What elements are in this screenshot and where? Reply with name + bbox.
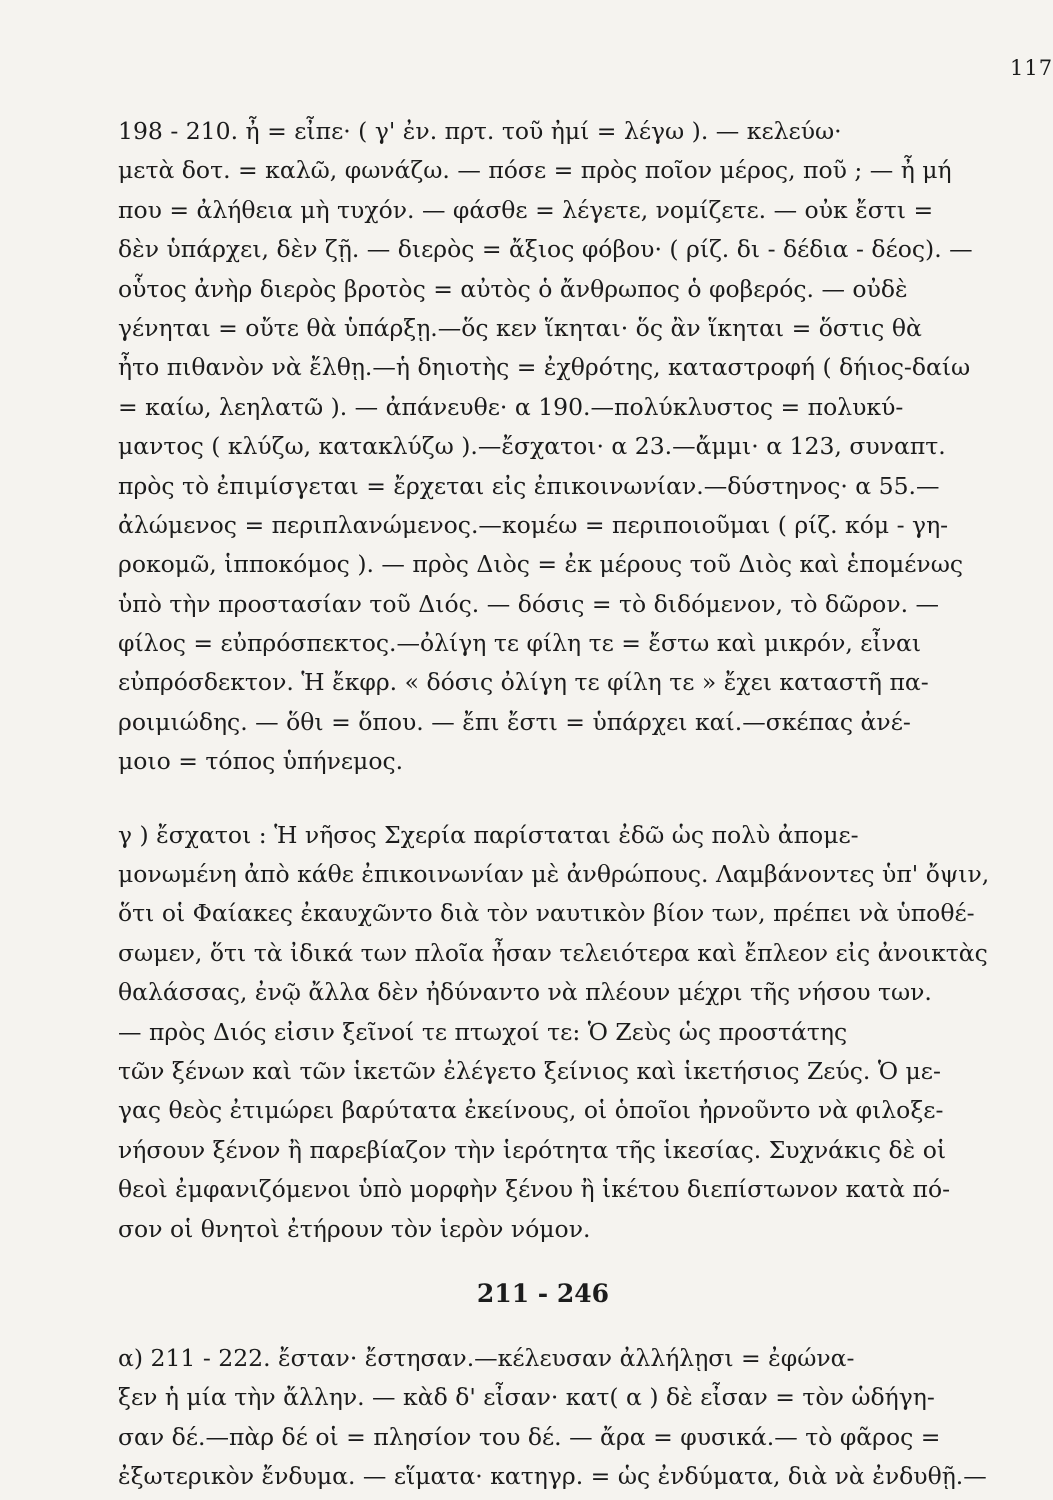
text-line: ἐξωτερικὸν ἔνδυμα. — εἵματα· κατηγρ. = ὡς ἐνδύματα, διὰ νὰ ἐνδυθῇ.— — [118, 1462, 987, 1491]
text-line: = καίω, λεηλατῶ ). — ἀπάνευθε· α 190.—πολύκλυστος = πολυκύ- — [118, 392, 904, 421]
text-line: θεοὶ ἐμφανιζόμενοι ὑπὸ μορφὴν ξένου ἢ ἱκέτου διεπίστωνον κατὰ πό- — [118, 1175, 951, 1204]
text-line: οὗτος ἀνὴρ διερὸς βροτὸς = αὐτὸς ὁ ἄνθρωπος ὁ φοβερός. — οὐδὲ — [118, 274, 908, 303]
text-line: ὅτι οἱ Φαίακες ἐκαυχῶντο διὰ τὸν ναυτικὸν βίον των, πρέπει νὰ ὑποθέ- — [118, 899, 975, 928]
text-line: πρὸς τὸ ἐπιμίσγεται = ἔρχεται εἰς ἐπικοινωνίαν.—δύστηνος· α 55.— — [118, 471, 940, 500]
text-line: 198 - 210. ἦ = εἶπε· ( γ' ἐν. πρτ. τοῦ ἠμί = λέγω ). — κελεύω· — [118, 117, 842, 145]
page-number: 117 — [1010, 56, 1053, 80]
page-body — [118, 112, 990, 1497]
text-line: που = ἀλήθεια μὴ τυχόν. — φάσθε = λέγετε, νομίζετε. — οὐκ ἔστι = — [118, 195, 934, 224]
text-line: εὐπρόσδεκτον. Ἡ ἔκφρ. « δόσις ὀλίγη τε φίλη τε » ἔχει καταστῆ πα- — [118, 668, 929, 697]
text-line: ξεν ἡ μία τὴν ἄλλην. — κὰδ δ' εἶσαν· κατ( α ) δὲ εἶσαν = τὸν ὡδήγη- — [118, 1383, 935, 1412]
text-line: α) 211 - 222. ἔσταν· ἔστησαν.—κέλευσαν ἀλλήλῃσι = ἐφώνα- — [118, 1343, 855, 1372]
text-line: σαν δέ.—πὰρ δέ οἱ = πλησίον του δέ. — ἄρα = φυσικά.— τὸ φᾶρος = — [118, 1422, 941, 1451]
text-line: γ ) ἔσχατοι : Ἡ νῆσος Σχερία παρίσταται ἐδῶ ὡς πολὺ ἀπομε- — [118, 820, 859, 849]
text-line: γένηται = οὔτε θὰ ὑπάρξῃ.—ὅς κεν ἵκηται· ὅς ἂν ἵκηται = ὅστις θὰ — [118, 313, 922, 342]
text-line: φίλος = εὐπρόσπεκτος.—ὀλίγη τε φίλη τε = ἔστω καὶ μικρόν, εἶναι — [118, 629, 922, 658]
text-line: θαλάσσας, ἐνῷ ἄλλα δὲν ἠδύναντο νὰ πλέουν μέχρι τῆς νήσου των. — [118, 978, 932, 1007]
text-line: γας θεὸς ἐτιμώρει βαρύτατα ἐκείνους, οἱ ὁποῖοι ἠρνοῦντο νὰ φιλοξε- — [118, 1096, 944, 1125]
text-line: σον οἱ θνητοὶ ἐτήρουν τὸν ἱερὸν νόμον. — [118, 1214, 591, 1243]
text-line: μονωμένη ἀπὸ κάθε ἐπικοινωνίαν μὲ ἀνθρώπους. Λαμβάνοντες ὑπ' ὄψιν, — [118, 860, 990, 889]
text-line: ὑπὸ τὴν προστασίαν τοῦ Διός. — δόσις = τὸ διδόμενον, τὸ δῶρον. — — [118, 589, 940, 618]
text-line: ροκομῶ, ἱπποκόμος ). — πρὸς Διὸς = ἐκ μέρους τοῦ Διὸς καὶ ἑπομένως — [118, 550, 964, 579]
text-line: ἦτο πιθανὸν νὰ ἔλθῃ.—ἡ δηιοτὴς = ἐχθρότης, καταστροφή ( δήιος-δαίω — [118, 353, 971, 382]
text-line: ἀλώμενος = περιπλανώμενος.—κομέω = περιποιοῦμαι ( ρίζ. κόμ - γη- — [118, 510, 949, 539]
text-line: μαντος ( κλύζω, κατακλύζω ).—ἔσχατοι· α 23.—ἄμμι· α 123, συναπτ. — [118, 432, 946, 461]
text-line: τῶν ξένων καὶ τῶν ἱκετῶν ἐλέγετο ξείνιος καὶ ἱκετήσιος Ζεύς. Ὁ με- — [118, 1056, 941, 1085]
text-line: σωμεν, ὅτι τὰ ἰδικά των πλοῖα ἦσαν τελειότερα καὶ ἔπλεον εἰς ἀνοικτὰς — [118, 938, 988, 967]
text-line: μετὰ δοτ. = καλῶ, φωνάζω. — πόσε = πρὸς ποῖον μέρος, ποῦ ; — ἦ μή — [118, 156, 952, 185]
text-line: ροιμιώδης. — ὅθι = ὅπου. — ἔπι ἔστι = ὑπάρχει καί.—σκέπας ἀνέ- — [118, 707, 911, 736]
text-line: μοιο = τόπος ὑπήνεμος. — [118, 747, 404, 776]
text-line: — πρὸς Διός εἰσιν ξεῖνοί τε πτωχοί τε: Ὁ Ζεὺς ὡς προστάτης — [118, 1017, 848, 1046]
section-heading: 211 - 246 — [476, 1278, 610, 1308]
text-line: νήσουν ξένον ἢ παρεβίαζον τὴν ἱερότητα τῆς ἱκεσίας. Συχνάκις δὲ οἱ — [118, 1135, 947, 1164]
text-line: δὲν ὑπάρχει, δὲν ζῇ. — διερὸς = ἄξιος φόβου· ( ρίζ. δι - δέδια - δέος). — — [118, 235, 973, 264]
